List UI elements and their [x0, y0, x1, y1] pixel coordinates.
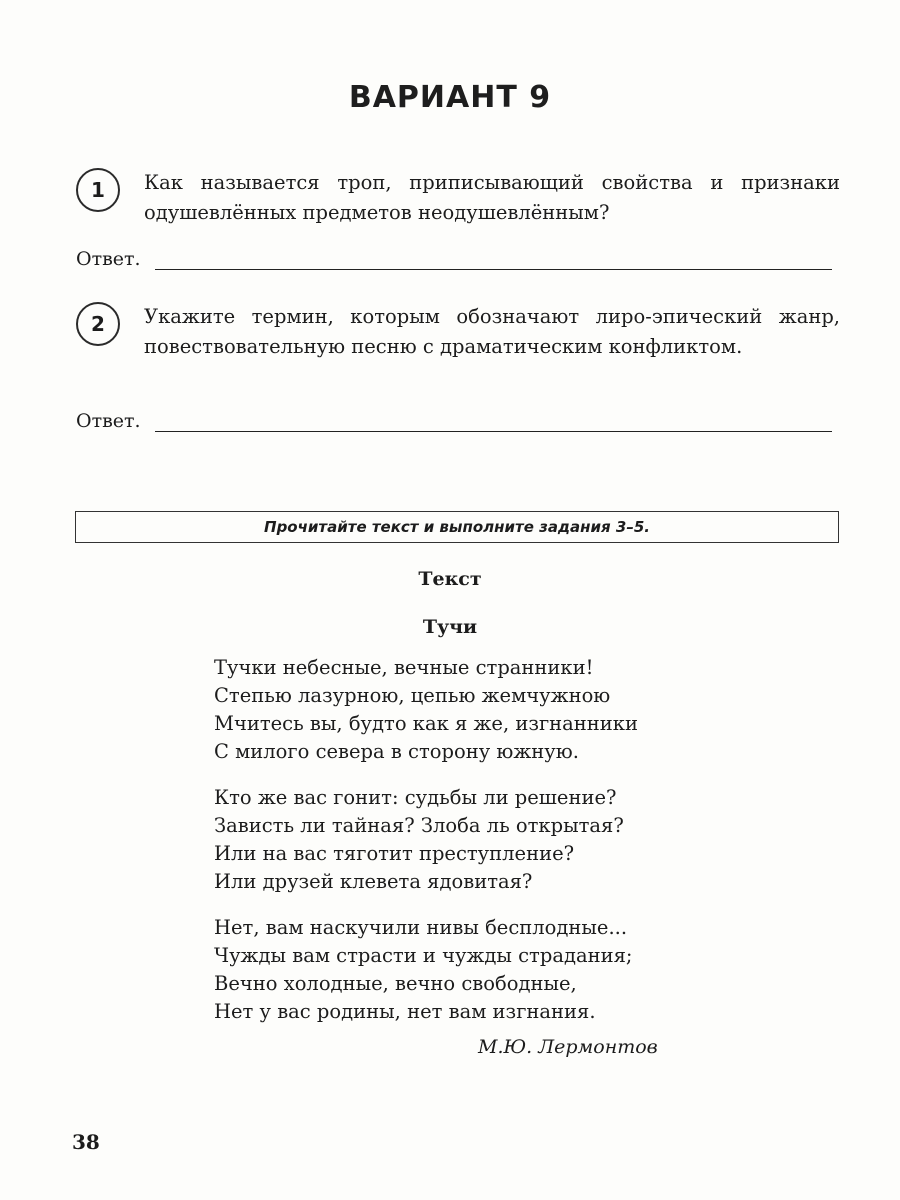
poem-line: Степью лазурною, цепью жемчужною	[214, 684, 611, 707]
instruction-box: Прочитайте текст и выполните задания 3–5.	[75, 511, 839, 543]
poem-line: Нет у вас родины, нет вам изгнания.	[214, 1000, 596, 1023]
poem-line: С милого севера в сторону южную.	[214, 740, 579, 763]
poem-line: Тучки небесные, вечные странники!	[214, 656, 594, 679]
answer-label: Ответ.	[76, 410, 141, 432]
poem-line: Или на вас тяготит преступление?	[214, 842, 575, 865]
answer-line[interactable]	[155, 249, 832, 270]
poem-line: Или друзей клевета ядовитая?	[214, 870, 533, 893]
task-number-badge: 1	[76, 168, 120, 212]
stanza-2	[214, 784, 774, 896]
text-label: Текст	[418, 568, 482, 590]
answer-label: Ответ.	[76, 248, 141, 270]
poem-line: Вечно холодные, вечно свободные,	[214, 972, 577, 995]
poem-line: Зависть ли тайная? Злоба ль открытая?	[214, 814, 624, 837]
poem-line: Чужды вам страсти и чужды страдания;	[214, 944, 633, 967]
task-question: Укажите термин, которым обозначают лиро-эпический жанр, повествовательную песню с драматическим конфликтом.	[144, 305, 840, 358]
poem-line: Нет, вам наскучили нивы бесплодные...	[214, 916, 628, 939]
poem	[214, 654, 774, 1044]
poem-author: М.Ю. Лермонтов	[478, 1036, 658, 1058]
stanza-3	[214, 914, 774, 1026]
page-number: 38	[72, 1130, 100, 1154]
poem-line: Кто же вас гонит: судьбы ли решение?	[214, 786, 617, 809]
task-question: Как называется троп, приписывающий свойства и признаки одушевлённых предметов неодушевлённым?	[144, 171, 840, 224]
answer-line[interactable]	[155, 411, 832, 432]
task-number-badge: 2	[76, 302, 120, 346]
poem-title: Тучи	[422, 616, 478, 638]
page-title: ВАРИАНТ 9	[348, 80, 552, 115]
task-1	[76, 168, 840, 228]
task-2	[76, 302, 840, 362]
stanza-1	[214, 654, 774, 766]
answer-row-1	[76, 248, 832, 270]
poem-line: Мчитесь вы, будто как я же, изгнанники	[214, 712, 638, 735]
answer-row-2	[76, 410, 832, 432]
